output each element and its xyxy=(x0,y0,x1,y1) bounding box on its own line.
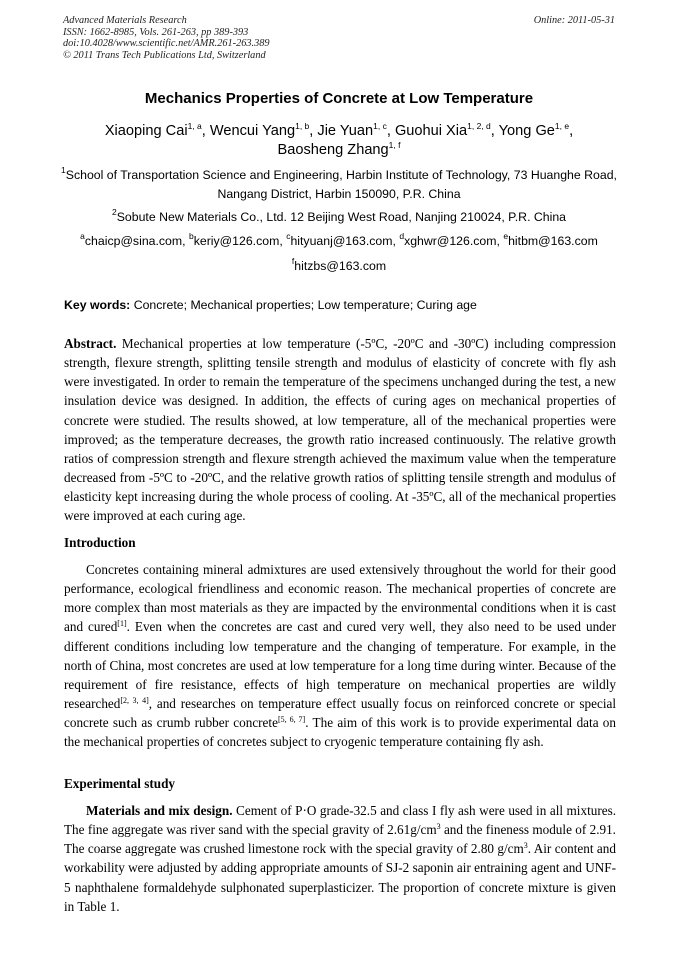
section-heading-experimental: Experimental study xyxy=(64,776,175,791)
email[interactable]: $^b$keriy@126.com xyxy=(188,231,280,248)
introduction-paragraph: Concretes containing mineral admixtures are used extensively throughout the world for their good performance, ecological friendliness and economic reason. The mechanical properties of concrete are more complex than most materials as they are impacted by the environmental conditions when it is cast and cured[1]. Even when the concretes are cast and cured very well, they also need to be used under different conditions including low temperature and the changing of temperature. For example, in the north of China, most concretes are used at low temperature for a long time during winter. Because of the requirement of fire resistance, effects of high temperature on mechanical properties are wildly researched[2, 3, 4], and researches on temperature effect usually focus on reinforced concrete or special concrete such as crumb rubber concrete[5, 6, 7]. The aim of this work is to provide experimental data on the mechanical properties of concretes subject to cryogenic temperature containing fly ash. xyxy=(64,562,617,750)
issn-line: ISSN: 1662-8985, Vols. 261-263, pp 389-393 xyxy=(63,26,249,38)
paper-title: Mechanics Properties of Concrete at Low Temperature xyxy=(144,90,534,107)
copyright-line: © 2011 Trans Tech Publications Ltd, Switzerland xyxy=(63,49,266,61)
affiliation-1: $^1$School of Transportation Science and Engineering, Harbin Institute of Technology, 73 Huanghe Road, Nangang District, Harbin 150090, P.R. China xyxy=(61,165,617,201)
email[interactable]: $^c$hityuanj@163.com xyxy=(286,231,393,248)
doi-line: doi:10.4028/www.scientific.net/AMR.261-263.389 xyxy=(63,38,270,49)
email[interactable]: $^a$chaicp@sina.com xyxy=(80,231,183,248)
author: Jie Yuan$^{1, c}$, xyxy=(317,121,395,139)
email[interactable]: $^f$hitzbs@163.com xyxy=(291,256,387,273)
online-date: Online: 2011-05-31 xyxy=(533,15,615,26)
citation: [2, 3, 4] xyxy=(120,696,149,706)
abstract xyxy=(64,334,616,526)
paragraph-lead: Materials and mix design. xyxy=(86,803,233,818)
email-list-cont xyxy=(58,258,620,275)
journal-header xyxy=(63,15,615,61)
affiliation-2: $^2$Sobute New Materials Co., Ltd. 12 Beijing West Road, Nanjing 210024, P.R. China xyxy=(111,207,567,224)
author: Baosheng Zhang$^{1, f}$ xyxy=(277,140,401,158)
keywords-label: Key words: xyxy=(64,298,131,312)
citation: [5, 6, 7] xyxy=(277,715,306,725)
keywords xyxy=(64,297,616,314)
materials-paragraph: Materials and mix design. Cement of P·O grade-32.5 and class I fly ash were used in all mixtures. The fine aggregate was river sand with the special gravity of $2.61g/cm^3$ and the fineness module of 2.91. The coarse aggregate was crushed limestone rock with the special gravity of 2.80 $g/cm^3$. Air content and workability were adjusted by adding appropriate amounts of SJ-2 saponin air entraining agent and UNF-5 naphthalene formaldehyde sulphonated superplasticizer. The proportion of concrete mixture is given in Table 1. xyxy=(64,803,616,914)
keywords-text: Concrete; Mechanical properties; Low temperature; Curing age xyxy=(130,298,477,312)
author: Yong Ge$^{1, e}$, xyxy=(498,121,574,139)
author: Xiaoping Cai$^{1, a}$, xyxy=(104,121,210,139)
journal-name: Advanced Materials Research xyxy=(63,15,187,26)
author: Wencui Yang$^{1, b}$, xyxy=(209,121,318,139)
email-list: $^a$chaicp@sina.com, $^b$keriy@126.com, $^c$hityuanj@163.com, $^d$xghwr@126.com, $^e$hitbm@163.com xyxy=(80,231,598,248)
abstract-label: Abstract. xyxy=(64,336,117,351)
email[interactable]: $^e$hitbm@163.com xyxy=(503,231,598,248)
section-heading-introduction: Introduction xyxy=(64,535,136,550)
author-list xyxy=(60,122,618,160)
email[interactable]: $^d$xghwr@126.com xyxy=(399,231,497,248)
author: Guohui Xia$^{1, 2, d}$, xyxy=(394,121,499,139)
abstract-text: Mechanical properties at low temperature (-5ºC, -20ºC and -30ºC) including compression strength, flexure strength, splitting tensile strength and modulus of elasticity of concrete with fly ash were investigated. In order to remain the temperature of the specimens unchanged during the test, a new insulation device was designed. In addition, the effects of curing ages on mechanical properties of concrete were studied. The results showed, at low temperature, all of the mechanical properties were improved; as the temperature decreases, the growth ratio increased continuously. The relative growth ratios of compression strength and flexure strength achieved the maximum value when the temperature decreased from -5ºC to -20ºC, and the relative growth ratios of splitting tensile strength and modulus of elasticity kept increasing during the whole process of cooling. At -35ºC, all of the mechanical properties were improved at each curing age. xyxy=(64,336,616,524)
citation: [1] xyxy=(117,619,127,629)
